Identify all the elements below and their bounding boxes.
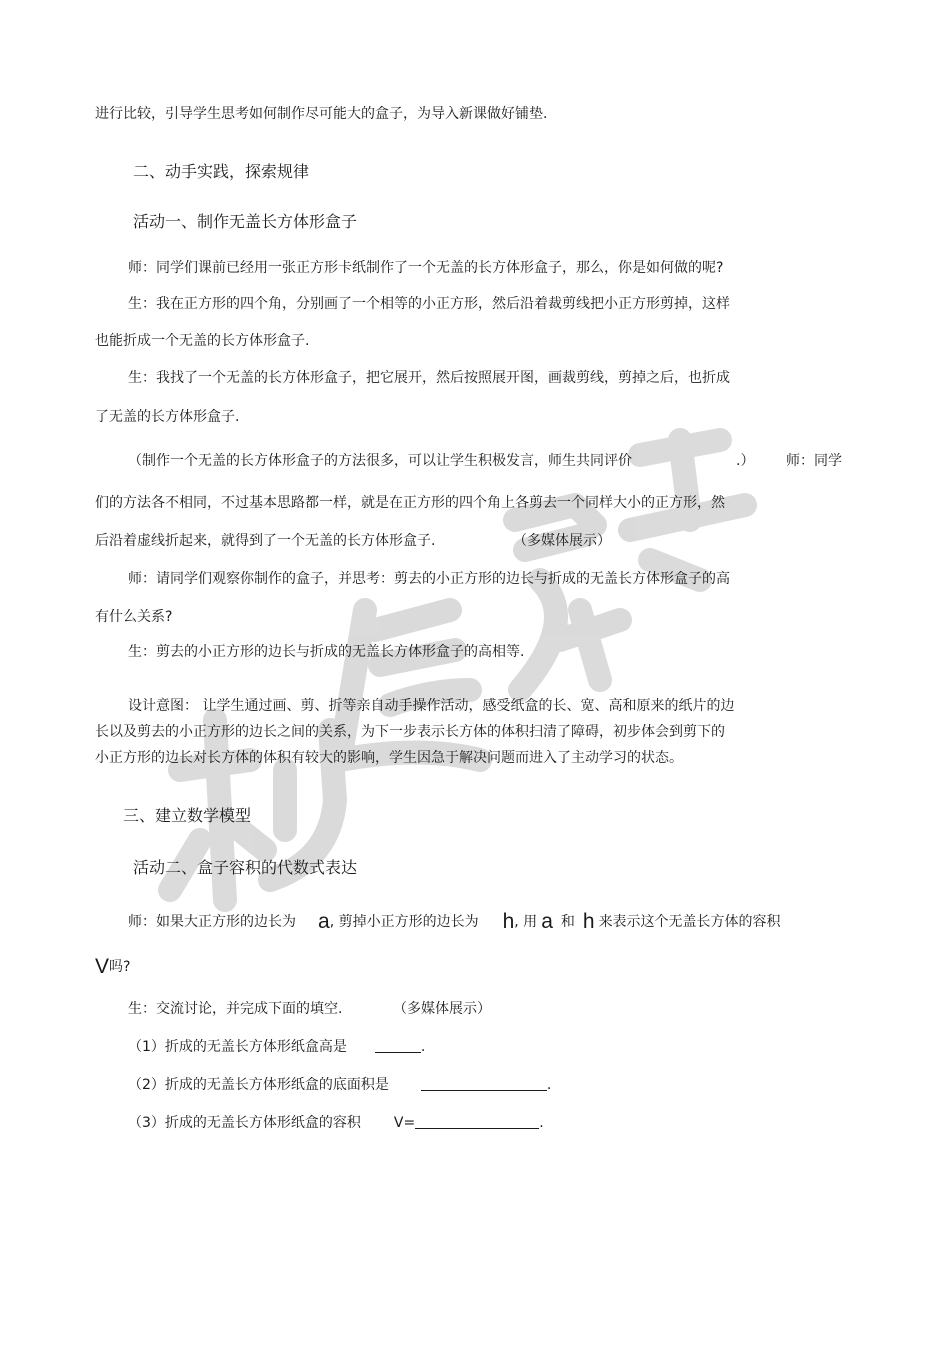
paragraph-line: 生：我在正方形的四个角，分别画了一个相等的小正方形，然后沿着裁剪线把小正方形剪掉，这样	[128, 296, 730, 312]
question-text: 师：如果大正方形的边长为	[128, 914, 296, 930]
media-note: （多媒体展示）	[513, 533, 611, 549]
fill-in-end: .	[546, 1077, 552, 1093]
variable-h: h	[582, 910, 595, 933]
paragraph-line: 进行比较，引导学生思考如何制作尽可能大的盒子，为导入新课做好铺垫.	[95, 106, 548, 122]
paragraph-line: 也能折成一个无盖的长方体形盒子.	[95, 333, 310, 349]
question-text: 吗?	[109, 959, 131, 975]
paragraph-line	[128, 452, 632, 470]
paragraph-line: 有什么关系?	[95, 609, 173, 625]
paragraph-line: 生：我找了一个无盖的长方体形盒子，把它展开，然后按照展开图，画裁剪线，剪掉之后，也折成	[128, 370, 730, 386]
paragraph-line: 师：请同学们观察你制作的盒子，并思考：剪去的小正方形的边长与折成的无盖长方体形盒子的高	[128, 571, 730, 587]
design-intent: 设计意图： 让学生通过画、剪、折等亲自动手操作活动，感受纸盒的长、宽、高和原来的纸片的边	[128, 698, 735, 714]
paragraph-line: 生：交流讨论，并完成下面的填空.	[128, 1001, 343, 1017]
volume-label: V=	[393, 1115, 416, 1131]
answer-blank[interactable]	[415, 1114, 539, 1129]
paragraph-line: 生：剪去的小正方形的边长与折成的无盖长方体形盒子的高相等.	[128, 644, 525, 660]
paragraph-close: .）	[736, 453, 755, 469]
paragraph-line: 了无盖的长方体形盒子.	[95, 409, 240, 425]
question-line	[95, 955, 131, 978]
paragraph-text: （制作一个无盖的长方体形盒子的方法很多，可以让学生积极发言，师生共同评价	[128, 453, 632, 469]
question-text: 来表示这个无盖长方体的容积	[598, 914, 781, 930]
question-text: 和	[560, 914, 575, 930]
paragraph-teacher: 师：同学	[786, 453, 842, 469]
activity-heading: 活动二、盒子容积的代数式表达	[133, 858, 358, 877]
fill-in-item	[128, 1038, 425, 1056]
question-line	[128, 910, 781, 933]
paragraph-line: 后沿着虚线折起来，就得到了一个无盖的长方体形盒子.	[95, 533, 436, 549]
variable-V: V	[95, 955, 110, 978]
activity-heading: 活动一、制作无盖长方体形盒子	[133, 212, 358, 231]
fill-in-text: （3）折成的无盖长方体形纸盒的容积	[128, 1115, 361, 1131]
section-heading: 二、动手实践，探索规律	[133, 162, 310, 181]
variable-a: a	[541, 910, 553, 933]
fill-in-item	[128, 1114, 544, 1132]
answer-blank[interactable]	[421, 1076, 547, 1091]
fill-in-text: （2）折成的无盖长方体形纸盒的底面积是	[128, 1077, 389, 1093]
paragraph-line: 们的方法各不相同，不过基本思路都一样，就是在正方形的四个角上各剪去一个同样大小的正方形，然	[95, 495, 725, 511]
question-text: , 剪掉小正方形的边长为	[329, 914, 479, 930]
answer-blank[interactable]	[375, 1038, 421, 1053]
fill-in-end: .	[539, 1115, 544, 1131]
variable-a: a	[318, 910, 330, 933]
paragraph-line: 长以及剪去的小正方形的边长之间的关系，为下一步表示长方体的体积扫清了障碍，初步体会到剪下的	[95, 724, 725, 740]
variable-h: h	[502, 910, 515, 933]
fill-in-item	[128, 1076, 551, 1094]
fill-in-end: .	[420, 1039, 426, 1055]
section-heading: 三、建立数学模型	[123, 806, 252, 825]
fill-in-text: （1）折成的无盖长方体形纸盒高是	[128, 1039, 347, 1055]
media-note: （多媒体展示）	[393, 1001, 491, 1017]
question-text: , 用	[514, 914, 538, 930]
paragraph-line: 师：同学们课前已经用一张正方形卡纸制作了一个无盖的长方体形盒子，那么，你是如何做的呢?	[128, 260, 724, 276]
paragraph-line: 小正方形的边长对长方体的体积有较大的影响，学生因急于解决问题而进入了主动学习的状态。	[95, 750, 683, 766]
